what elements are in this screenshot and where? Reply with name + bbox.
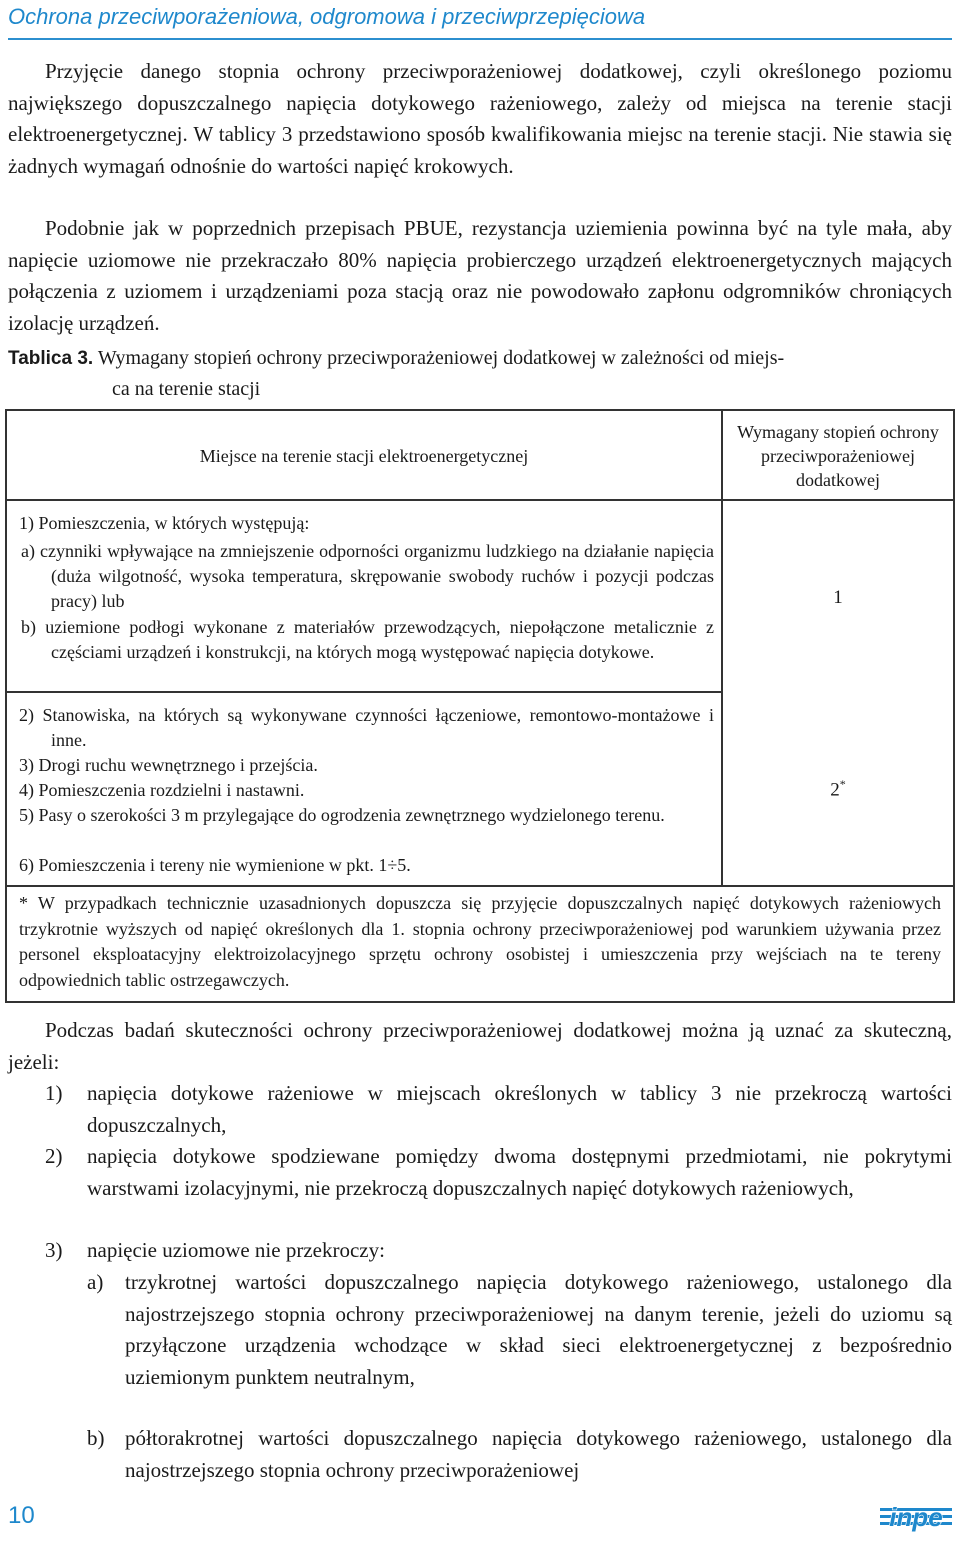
- list-item: [45, 1078, 952, 1141]
- list-item-text: napięcia dotykowe spodziewane pomiędzy dwoma dostępnymi przedmiotami, nie pokrytymi warstwami izolacyjnymi, nie przekroczą dopuszczalnych napięć dotykowych rażeniowych,: [87, 1144, 952, 1200]
- degree-value-1: 1: [833, 587, 843, 608]
- paragraph-2: [8, 213, 952, 339]
- list-item-number: 1): [45, 1081, 63, 1105]
- list-item: [87, 1267, 952, 1393]
- page-header: [8, 0, 952, 40]
- inpe-logo: [880, 1496, 952, 1536]
- table-row: 6) Pomieszczenia i tereny nie wymienione w pkt. 1÷5.: [19, 855, 411, 875]
- table-row: 1) Pomieszczenia, w których występują:: [19, 513, 310, 533]
- footnote-mark: *: [839, 777, 846, 791]
- row-divider: [7, 691, 721, 693]
- list-item-text: napięcie uziomowe nie przekroczy:: [87, 1238, 385, 1262]
- table-row: a) czynniki wpływające na zmniejszenie odporności organizmu ludzkiego na działanie napięcia (duża wilgotność, wysoka temperatura, skrępowanie swobody ruchów i pozycji podczas pracy) lub: [21, 541, 714, 611]
- svg-text:inpe: inpe: [889, 1502, 943, 1532]
- table-label: Tablica 3.: [8, 348, 94, 369]
- list-item-text: napięcia dotykowe rażeniowe w miejscach określonych w tablicy 3 nie przekroczą wartości dopuszczalnych,: [87, 1081, 952, 1137]
- intro-text: Podczas badań skuteczności ochrony przeciwporażeniowej dodatkowej można ją uznać za skuteczną, jeżeli:: [8, 1018, 952, 1074]
- table-row: 4) Pomieszczenia rozdzielni i nastawni.: [19, 780, 305, 800]
- list-item-text: półtorakrotnej wartości dopuszczalnego napięcia dotykowego rażeniowego, ustalonego dla najostrzejszego stopnia ochrony przeciwporażeniowej: [125, 1426, 952, 1482]
- caption-line-2: ca na terenie stacji: [112, 378, 261, 400]
- list-item-number: 3): [45, 1238, 63, 1262]
- list-item: [45, 1141, 952, 1204]
- paragraph-1: [8, 56, 952, 182]
- degree-value-2-number: 2: [830, 779, 840, 801]
- paragraph-2-text: Podobnie jak w poprzednich przepisach PBUE, rezystancja uziemienia powinna być na tyle mała, aby napięcie uziomowe nie przekraczało 80% napięcia probierczego urządzeń elektroenergetycznych mających połączenia z uziomem i urządzeniami poza stacją oraz nie powodowało zapłonu odgromników chroniących izolację urządzeń.: [8, 216, 952, 335]
- list-item: [87, 1423, 952, 1486]
- list-item-number: 2): [45, 1144, 63, 1168]
- conditions-list: [8, 1078, 952, 1498]
- table-row: 3) Drogi ruchu wewnętrznego i przejścia.: [19, 755, 318, 775]
- list-item-number: b): [87, 1426, 105, 1450]
- table-row: b) uziemione podłogi wykonane z materiałów przewodzących, niepołączone metalicznie z częściami urządzeń i konstrukcji, na których mogą występować napięcia dotykowe.: [21, 617, 714, 662]
- list-item-text: trzykrotnej wartości dopuszczalnego napięcia dotykowego rażeniowego, ustalonego dla najostrzejszego stopnia ochrony przeciwporażeniowej na danym terenie, jeżeli do uziomu są przyłączone urządzenia wchodzące w skład sieci elektroenergetycznej z bezpośrednio uziemionym punktem neutralnym,: [125, 1270, 952, 1389]
- table-3: [5, 409, 955, 1003]
- list-item: [45, 1235, 952, 1267]
- list-item-number: a): [87, 1270, 104, 1294]
- page-number: 10: [8, 1502, 35, 1529]
- paragraph-1-text: Przyjęcie danego stopnia ochrony przeciwporażeniowej dodatkowej, czyli określonego poziomu największego dopuszczalnego napięcia dotykowego rażeniowego, zależy od miejsca na terenie stacji elektroenergetycznej. W tablicy 3 przedstawiono sposób kwalifikowania miejsc na terenie stacji. Nie stawia się żadnych wymagań odnośnie do wartości napięć krokowych.: [8, 59, 952, 178]
- caption-line-1: Wymagany stopień ochrony przeciwporażeniowej dodatkowej w zależności od miejs-: [97, 347, 785, 369]
- degree-value-2: [723, 777, 953, 801]
- intro-paragraph: [8, 1015, 952, 1078]
- header-protection-degree: Wymagany stopień ochrony przeciwporażeniowej dodatkowej: [737, 422, 939, 490]
- footnote-divider: [7, 885, 953, 887]
- running-title: Ochrona przeciwporażeniowa, odgromowa i przeciwprzepięciowa: [8, 4, 646, 29]
- table-row: 2) Stanowiska, na których są wykonywane czynności łączeniowe, remontowo-montażowe i inne.: [19, 705, 714, 750]
- table-row: 5) Pasy o szerokości 3 m przylegające do ogrodzenia zewnętrznego wydzielonego terenu.: [19, 805, 665, 825]
- table-caption: [8, 343, 952, 404]
- header-location: Miejsce na terenie stacji elektroenergetycznej: [199, 446, 529, 466]
- table-footnote: * W przypadkach technicznie uzasadnionych dopuszcza się przyjęcie dopuszczalnych napięć dotykowych rażeniowych trzykrotnie wyższych od napięć określonych dla 1. stopnia ochrony przeciwporażeniowej pod warunkiem używania przez personel eksploatacyjny elektroizolacyjnego sprzętu ochrony osobistej i umieszczenia przy wejściach na te tereny odpowiednich tablic ostrzegawczych.: [19, 893, 941, 990]
